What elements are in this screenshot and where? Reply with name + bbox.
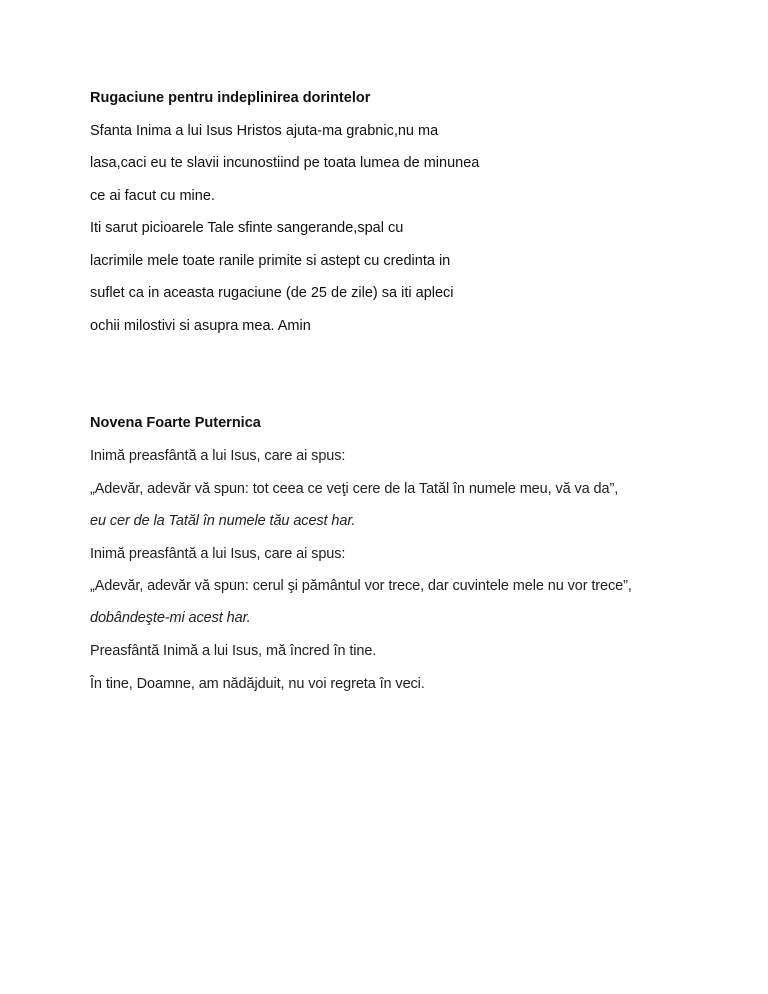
novena-line: În tine, Doamne, am nădăjduit, nu voi regreta în veci. xyxy=(90,676,425,692)
prayer-line: lacrimile mele toate ranile primite si astept cu credinta in xyxy=(90,253,451,269)
novena-line: eu cer de la Tatăl în numele tău acest har. xyxy=(90,513,356,529)
prayer-line: suflet ca in aceasta rugaciune (de 25 de zile) sa iti apleci xyxy=(90,285,454,301)
prayer-line: Iti sarut picioarele Tale sfinte sangerande,spal cu xyxy=(90,220,404,236)
novena-line: Inimă preasfântă a lui Isus, care ai spus: xyxy=(90,546,346,562)
novena-line: Preasfântă Inimă a lui Isus, mă încred în tine. xyxy=(90,643,377,659)
novena-line: dobândeşte-mi acest har. xyxy=(90,610,251,626)
novena-title: Novena Foarte Puternica xyxy=(90,415,261,431)
novena-line: „Adevăr, adevăr vă spun: cerul şi pământul vor trece, dar cuvintele mele nu vor trece”, xyxy=(90,578,632,594)
prayer-line: lasa,caci eu te slavii incunostiind pe toata lumea de minunea xyxy=(90,155,480,171)
prayer-line: ochii milostivi si asupra mea. Amin xyxy=(90,318,311,334)
prayer-line: ce ai facut cu mine. xyxy=(90,188,215,204)
novena-line: „Adevăr, adevăr vă spun: tot ceea ce veţi cere de la Tatăl în numele meu, vă va da”, xyxy=(90,481,619,497)
prayer-title: Rugaciune pentru indeplinirea dorintelor xyxy=(90,90,371,106)
novena-line: Inimă preasfântă a lui Isus, care ai spus: xyxy=(90,448,346,464)
prayer-line: Sfanta Inima a lui Isus Hristos ajuta-ma grabnic,nu ma xyxy=(90,123,439,139)
